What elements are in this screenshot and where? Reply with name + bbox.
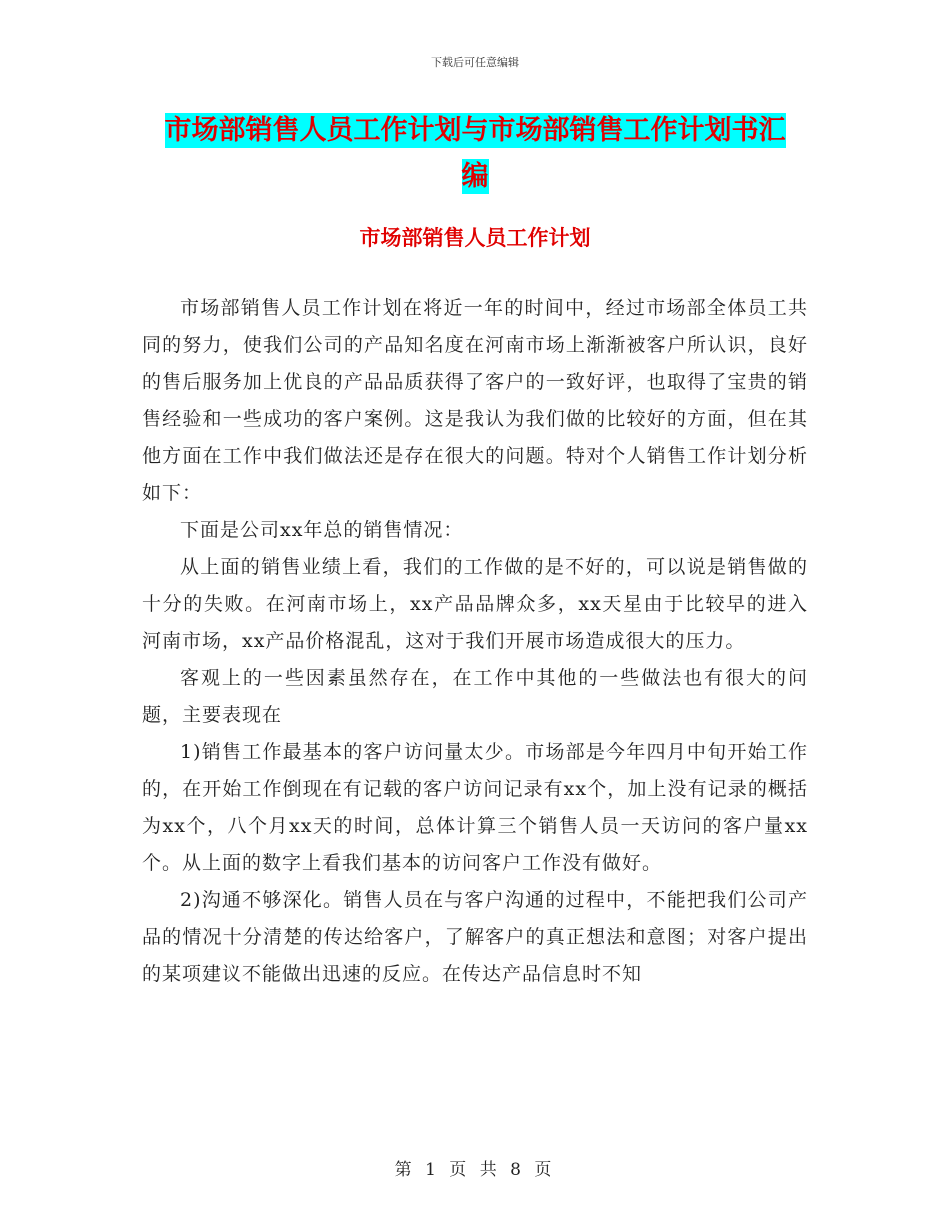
paragraph: 客观上的一些因素虽然存在，在工作中其他的一些做法也有很大的问题，主要表现在: [142, 667, 808, 726]
body-text: [142, 290, 808, 993]
document-title-line-2: 编: [461, 161, 489, 192]
paragraph: 从上面的销售业绩上看，我们的工作做的是不好的，可以说是销售做的十分的失败。在河南市场上，xx产品品牌众多，xx天星由于比较早的进入河南市场，xx产品价格混乱，这对于我们开展市场造成很大的压力。: [142, 556, 808, 652]
document-title: [0, 108, 950, 200]
paragraph: 1)销售工作最基本的客户访问量太少。市场部是今年四月中旬开始工作的，在开始工作倒现在有记载的客户访问记录有xx个，加上没有记录的概括为xx个，八个月xx天的时间，总体计算三个销售人员一天访问的客户量xx个。从上面的数字上看我们基本的访问客户工作没有做好。: [142, 741, 808, 874]
page-number-footer: 第 1 页 共 8 页: [394, 1160, 556, 1180]
paragraph: 下面是公司xx年总的销售情况：: [180, 519, 464, 541]
document-title-line-1: 市场部销售人员工作计划与市场部销售工作计划书汇: [164, 115, 786, 146]
section-title: 市场部销售人员工作计划: [359, 226, 591, 250]
header-note: 下载后可任意编辑: [431, 56, 519, 69]
paragraph: 市场部销售人员工作计划在将近一年的时间中，经过市场部全体员工共同的努力，使我们公司的产品知名度在河南市场上渐渐被客户所认识，良好的售后服务加上优良的产品品质获得了客户的一致好评，也取得了宝贵的销售经验和一些成功的客户案例。这是我认为我们做的比较好的方面，但在其他方面在工作中我们做法还是存在很大的问题。特对个人销售工作计划分析如下：: [142, 297, 808, 504]
paragraph: 2)沟通不够深化。销售人员在与客户沟通的过程中，不能把我们公司产品的情况十分清楚的传达给客户，了解客户的真正想法和意图；对客户提出的某项建议不能做出迅速的反应。在传达产品信息时不知: [142, 889, 808, 985]
